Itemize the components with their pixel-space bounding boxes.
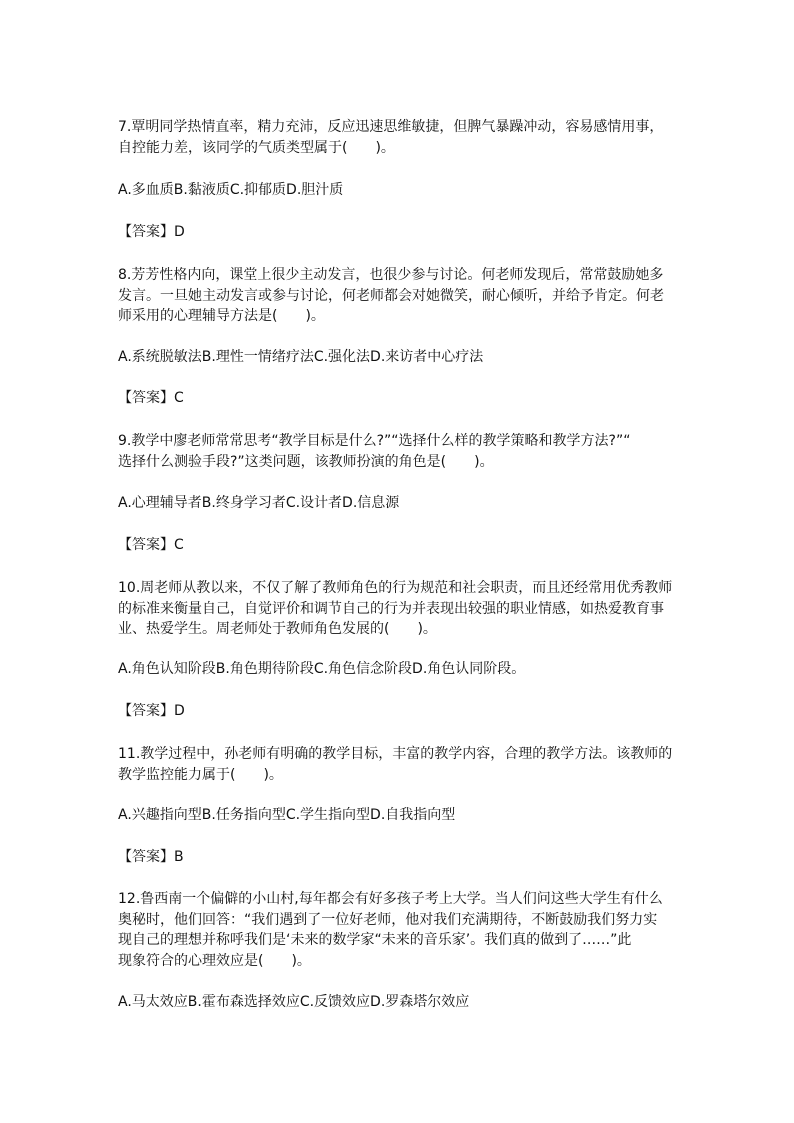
question-text-line: 7.覃明同学热情直率，精力充沛，反应迅速思维敏捷，但脾气暴躁冲动，容易感情用事， [118, 119, 664, 135]
question-text-line: 师采用的心理辅导方法是( )。 [118, 308, 325, 324]
question-text-line: 教学监控能力属于( )。 [118, 766, 283, 783]
question-options: A.马太效应B.霍布森选择效应C.反馈效应D.罗森塔尔效应 [118, 994, 470, 1010]
question-8-stem [118, 265, 698, 327]
question-text-line: 发言。一旦她主动发言或参与讨论，何老师都会对她微笑，耐心倾听，并给予肯定。何老 [118, 287, 664, 304]
question-10-stem [118, 578, 698, 640]
question-11-stem [118, 744, 698, 785]
question-text-line: 的标准来衡量自己，自觉评价和调节自己的行为并表现出较强的职业情感，如热爱教育事 [118, 600, 664, 617]
answer-label: 【答案】D [118, 703, 185, 719]
question-options: A.系统脱敏法B.理性一情绪疗法C.强化法D.来访者中心疗法 [118, 349, 484, 365]
question-options: A.心理辅导者B.终身学习者C.设计者D.信息源 [118, 495, 400, 511]
answer-label: 【答案】B [118, 849, 184, 865]
question-options: A.多血质B.黏液质C.抑郁质D.胆汁质 [118, 182, 344, 198]
question-text-line: 9.教学中廖老师常常思考“教学目标是什么?”“选择什么样的教学策略和教学方法?”“ [118, 433, 631, 449]
answer-label: 【答案】D [118, 224, 185, 240]
question-text-line: 10.周老师从教以来，不仅了解了教师角色的行为规范和社会职责，而且还经常用优秀教师 [118, 580, 673, 596]
answer-label: 【答案】C [118, 390, 184, 406]
question-text-line: 12.鲁西南一个偏僻的小山村,每年都会有好多孩子考上大学。当人们问这些大学生有什么 [118, 891, 663, 907]
question-text-line: 奥秘时，他们回答：“我们遇到了一位好老师，他对我们充满期待，不断鼓励我们努力实 [118, 911, 658, 928]
question-text-line: 业、热爱学生。周老师处于教师角色发展的( )。 [118, 621, 437, 637]
question-options: A.角色认知阶段B.角色期待阶段C.角色信念阶段D.角色认同阶段。 [118, 661, 526, 677]
question-text-line: 8.芳芳性格内向，课堂上很少主动发言，也很少参与讨论。何老师发现后，常常鼓励她多 [118, 267, 664, 283]
question-text-line: 选择什么测验手段?”这类问题，该教师扮演的角色是( )。 [118, 453, 494, 470]
question-text-line: 现象符合的心理效应是( )。 [118, 952, 311, 969]
answer-label: 【答案】C [118, 537, 184, 553]
question-options: A.兴趣指向型B.任务指向型C.学生指向型D.自我指向型 [118, 807, 456, 823]
question-text-line: 自控能力差，该同学的气质类型属于( )。 [118, 139, 395, 156]
question-text-line: 现自己的理想并称呼我们是‘未来的数学家“未来的音乐家’。我们真的做到了……”此 [118, 932, 632, 948]
question-12-stem [118, 889, 698, 971]
question-9-stem [118, 431, 698, 472]
question-7-stem [118, 117, 698, 158]
question-text-line: 11.教学过程中，孙老师有明确的教学目标，丰富的教学内容，合理的教学方法。该教师的 [118, 746, 673, 762]
